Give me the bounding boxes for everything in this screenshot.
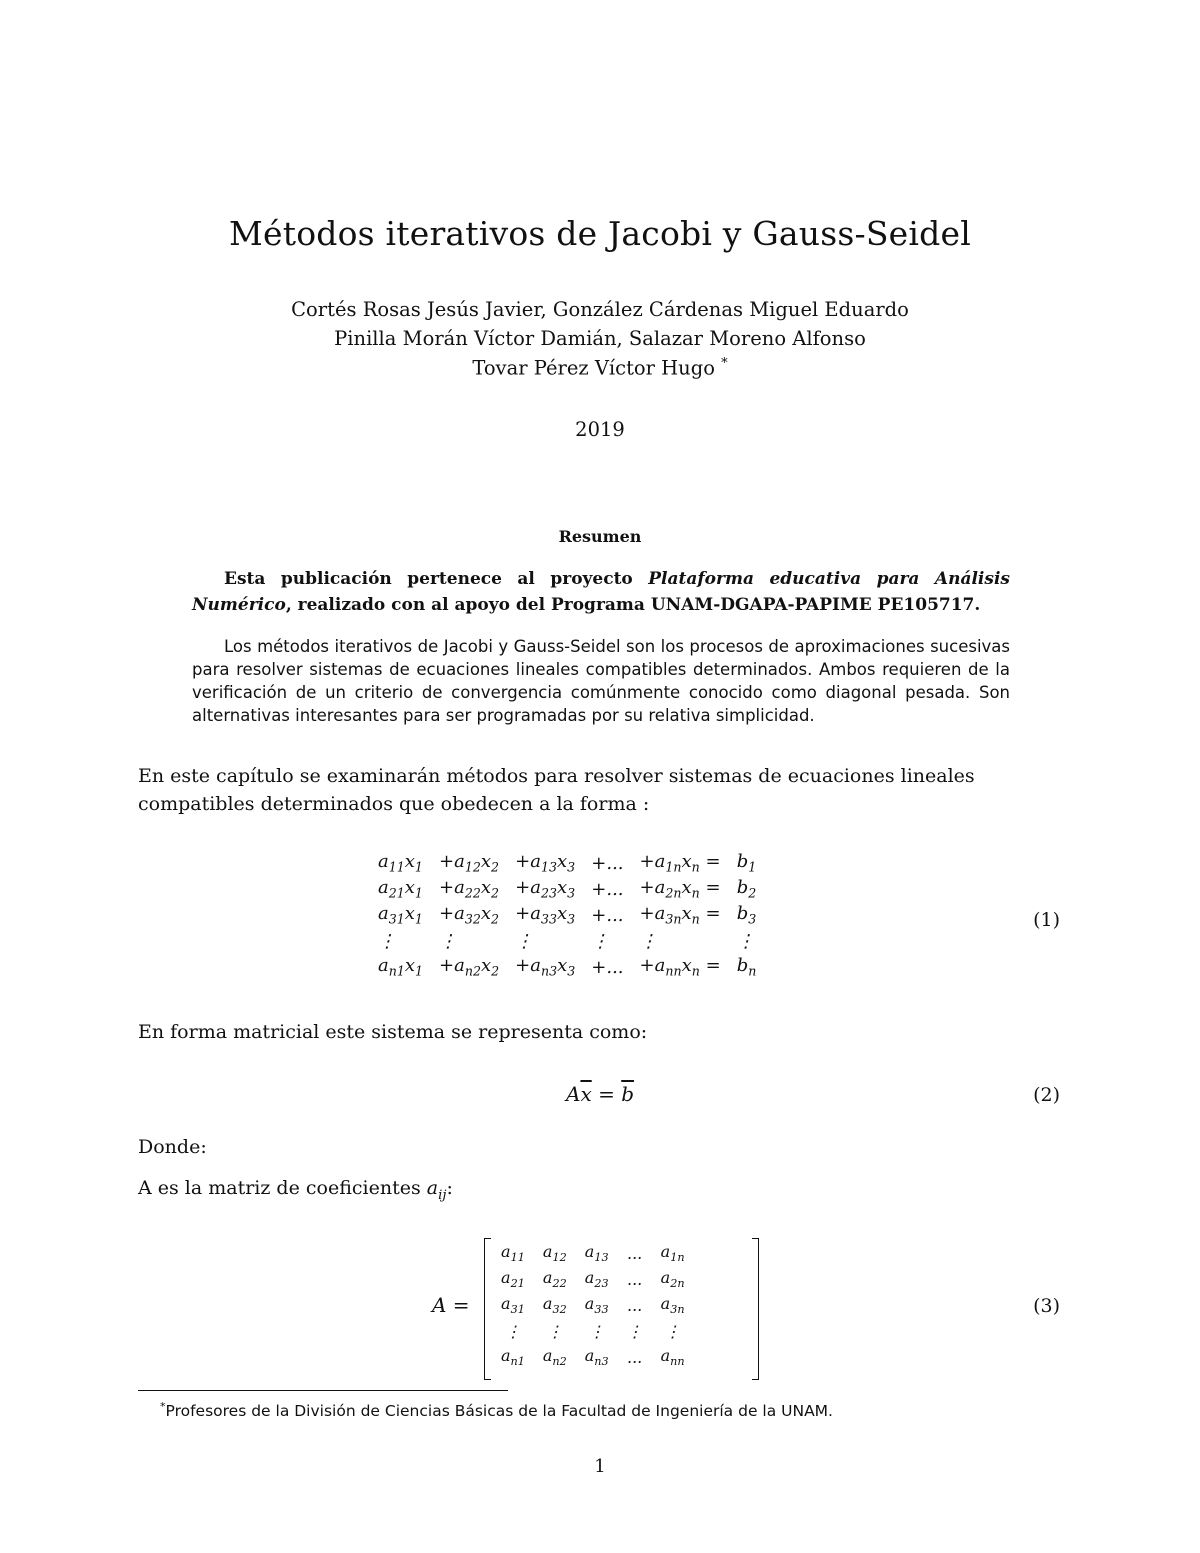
equation-2-number: (2)	[1033, 1084, 1060, 1106]
equation-1-row	[370, 876, 764, 902]
equation-1-term: $a_{11}x_1$	[378, 851, 423, 875]
footnote-rule	[138, 1390, 508, 1391]
equation-1-table	[370, 850, 764, 980]
abstract-heading: Resumen	[558, 527, 642, 546]
matrix-entry: $a_{23}$	[584, 1267, 609, 1291]
matrix-row	[492, 1344, 694, 1370]
matrix-row	[492, 1292, 694, 1318]
matrix-entry: $a_{13}$	[584, 1241, 609, 1265]
equation-1-term: $+a_{nn}x_n$ =	[639, 955, 721, 979]
matrix-left-bracket	[484, 1238, 491, 1380]
equation-1-term: $b_3$	[736, 903, 757, 927]
matrix-entry: $a_{31}$	[501, 1293, 525, 1317]
matrix-right-bracket	[752, 1238, 759, 1380]
paper-title: Métodos iterativos de Jacobi y Gauss-Seidel	[229, 214, 971, 253]
matrix-entry: $a_{n1}$	[501, 1345, 525, 1369]
equation-2-equals: =	[591, 1082, 622, 1106]
equation-1-term: +...	[591, 852, 624, 874]
abstract-p1-project-name: Plataforma educativa para Análisis Numérico	[192, 569, 1010, 615]
equation-2	[0, 1082, 1200, 1106]
intro-paragraph: En este capítulo se examinarán métodos para resolver sistemas de ecuaciones lineales compatibles determinados que obedecen a la forma :	[138, 765, 975, 815]
matrix-entry: $a_{22}$	[542, 1267, 567, 1291]
matrix-entry: $a_{33}$	[584, 1293, 609, 1317]
equation-1-term: $b_2$	[736, 877, 757, 901]
footnote	[160, 1400, 833, 1420]
equation-1-term: $+a_{2n}x_n$ =	[639, 877, 721, 901]
matrix-entry: ...	[626, 1347, 643, 1367]
footnote-mark: *	[160, 1400, 166, 1413]
equation-1-term: +...	[591, 878, 624, 900]
equation-1-term: +...	[591, 956, 624, 978]
equation-1-term: ⋮	[639, 930, 658, 952]
equation-1-number: (1)	[1033, 909, 1060, 931]
equation-1-term: $+a_{12}x_2$	[439, 851, 500, 875]
equation-3-number: (3)	[1033, 1295, 1060, 1317]
equation-1-term: $a_{21}x_1$	[378, 877, 423, 901]
publication-year: 2019	[575, 418, 625, 441]
equation-1-term: $a_{31}x_1$	[378, 903, 423, 927]
equation-1-row	[370, 928, 764, 954]
footnote-text: Profesores de la División de Ciencias Básicas de la Facultad de Ingeniería de la UNAM.	[165, 1402, 833, 1421]
matricial-paragraph: En forma matricial este sistema se representa como:	[138, 1021, 648, 1043]
equation-1-term: ⋮	[736, 930, 755, 952]
matrix-entry: $a_{11}$	[501, 1241, 525, 1265]
equation-1-term: $+a_{13}x_3$	[515, 851, 576, 875]
donde-label: Donde:	[138, 1136, 207, 1158]
matrix-a-description-colon: :	[446, 1177, 453, 1199]
equation-1-term: $+a_{32}x_2$	[439, 903, 500, 927]
author-line-1: Cortés Rosas Jesús Javier, González Cárdenas Miguel Eduardo	[291, 298, 909, 321]
equation-1-term: ⋮	[591, 930, 610, 952]
author-line-2: Pinilla Morán Víctor Damián, Salazar Moreno Alfonso	[334, 327, 866, 350]
equation-1-term: ⋮	[378, 930, 396, 952]
matrix-a-description-text: A es la matriz de coeficientes	[138, 1177, 427, 1199]
equation-1-term: ⋮	[439, 930, 458, 952]
matrix-entry: ⋮	[664, 1321, 681, 1341]
matrix-entry: $a_{21}$	[501, 1267, 525, 1291]
matrix-entry: ⋮	[546, 1321, 563, 1341]
abstract-p1-after: , realizado con al apoyo del Programa UNAM-DGAPA-PAPIME PE105717.	[285, 595, 981, 615]
equation-1-term: $+a_{33}x_3$	[515, 903, 576, 927]
matrix-entry: ...	[626, 1269, 643, 1289]
equation-1-row	[370, 954, 764, 980]
matrix-a-coefficient-symbol: $a_{ij}$	[426, 1177, 447, 1203]
matrix-entry: ⋮	[588, 1321, 605, 1341]
matrix-entry: ⋮	[504, 1321, 521, 1341]
equation-1-term: ⋮	[515, 930, 534, 952]
equation-2-x-vector: $\overline{x}$	[580, 1082, 592, 1106]
equation-2-lhs: A	[565, 1082, 581, 1106]
equation-1-term: +...	[591, 904, 624, 926]
equation-1-term: $+a_{n2}x_2$	[439, 955, 500, 979]
matrix-entry: ⋮	[626, 1321, 643, 1341]
author-footnote-mark: *	[721, 356, 728, 371]
equation-3-lhs: A =	[432, 1293, 470, 1317]
matrix-a-description	[138, 1174, 1062, 1210]
matrix-row	[492, 1318, 694, 1344]
matrix-entry: $a_{n3}$	[584, 1345, 609, 1369]
page-number: 1	[594, 1456, 606, 1477]
abstract-paragraph-1	[192, 566, 1010, 618]
matrix-entry: $a_{1n}$	[660, 1241, 685, 1265]
equation-1-row	[370, 850, 764, 876]
equation-1-term: $a_{n1}x_1$	[378, 955, 424, 979]
equation-1-system	[370, 850, 764, 980]
matrix-entry: $a_{32}$	[542, 1293, 567, 1317]
abstract-p1-before: Esta publicación pertenece al proyecto	[224, 569, 649, 589]
matrix-entry: $a_{3n}$	[660, 1293, 685, 1317]
matrix-row	[492, 1240, 694, 1266]
matrix-entry: $a_{12}$	[542, 1241, 567, 1265]
equation-1-term: $+a_{23}x_3$	[515, 877, 576, 901]
matrix-entry: $a_{nn}$	[660, 1345, 685, 1369]
matrix-entry: ...	[626, 1295, 643, 1315]
matrix-a-table	[492, 1240, 694, 1370]
matrix-entry: $a_{n2}$	[542, 1345, 567, 1369]
equation-1-term: $+a_{1n}x_n$ =	[639, 851, 721, 875]
equation-1-term: $b_1$	[736, 851, 757, 875]
author-line-3	[0, 356, 1200, 380]
equation-2-b-vector: $\overline{b}$	[621, 1082, 635, 1106]
equation-1-row	[370, 902, 764, 928]
author-line-3-text: Tovar Pérez Víctor Hugo	[472, 356, 715, 380]
matrix-entry: ...	[626, 1243, 643, 1263]
equation-1-term: $+a_{22}x_2$	[439, 877, 500, 901]
matrix-row	[492, 1266, 694, 1292]
matrix-a	[492, 1240, 694, 1370]
abstract-paragraph-2: Los métodos iterativos de Jacobi y Gauss-Seidel son los procesos de aproximaciones sucesivas para resolver sistemas de ecuaciones lineales compatibles determinados. Ambos requieren de la verificación de un criterio de convergencia comúnmente conocido como diagonal pesada. Son alternativas interesantes para ser programadas por su relativa simplicidad.	[192, 637, 1010, 725]
matrix-entry: $a_{2n}$	[660, 1267, 685, 1291]
equation-1-term: $+a_{3n}x_n$ =	[639, 903, 721, 927]
equation-1-term: $+a_{n3}x_3$	[515, 955, 576, 979]
equation-1-term: $b_n$	[736, 955, 757, 979]
